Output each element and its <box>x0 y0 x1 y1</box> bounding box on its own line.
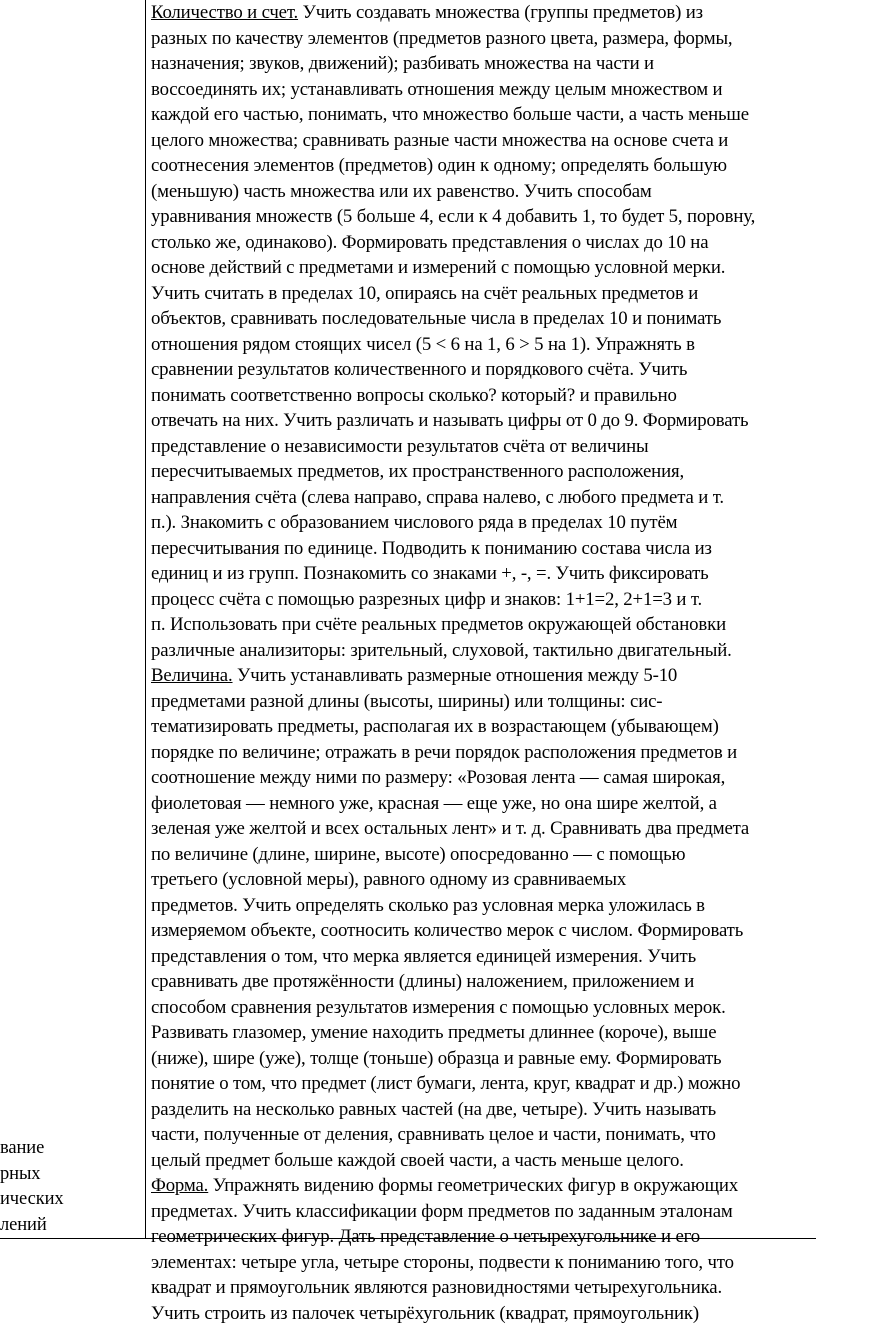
text-line: предметами разной длины (высоты, ширины) или толщины: сис- <box>151 689 871 715</box>
text-line: пересчитываемых предметов, их пространственного расположения, <box>151 459 871 485</box>
left-column-cell <box>0 1136 145 1238</box>
text-line: основе действий с предметами и измерений с помощью условной мерки. <box>151 255 871 281</box>
text-line: соотнесения элементов (предметов) один к одному; определять большую <box>151 153 871 179</box>
section-heading-line <box>151 663 871 689</box>
text-line: способом сравнения результатов измерения с помощью условных мерок. <box>151 995 871 1021</box>
text-line: сравнивать две протяжённости (длины) наложением, приложением и <box>151 969 871 995</box>
text-line: элементах: четыре угла, четыре стороны, подвести к пониманию того, что <box>151 1250 871 1276</box>
left-column-line: рных <box>0 1162 145 1188</box>
text-line: представление о независимости результатов счёта от величины <box>151 434 871 460</box>
text-line: целого множества; сравнивать разные части множества на основе счета и <box>151 128 871 154</box>
text-line: геометрических фигур. Дать представление о четырехугольнике и его <box>151 1224 871 1250</box>
text-line: направления счёта (слева направо, справа налево, с любого предмета и т. <box>151 485 871 511</box>
text-line: различные анализиторы: зрительный, слуховой, тактильно двигательный. <box>151 638 871 664</box>
left-column-line: лений <box>0 1213 145 1239</box>
text-line: уравнивания множеств (5 больше 4, если к 4 добавить 1, то будет 5, поровну, <box>151 204 871 230</box>
text-line: предметов. Учить определять сколько раз условная мерка уложилась в <box>151 893 871 919</box>
text-line: п.). Знакомить с образованием числового ряда в пределах 10 путём <box>151 510 871 536</box>
section-heading: Форма. <box>151 1175 208 1196</box>
text-line: порядке по величине; отражать в речи порядок расположения предметов и <box>151 740 871 766</box>
text-line: части, полученные от деления, сравнивать целое и части, понимать, что <box>151 1122 871 1148</box>
text-line: Развивать глазомер, умение находить предметы длиннее (короче), выше <box>151 1020 871 1046</box>
text-line: фиолетовая — немного уже, красная — еще уже, но она шире желтой, а <box>151 791 871 817</box>
section-heading-line <box>151 1173 871 1199</box>
text-line: третьего (условной меры), равного одному из сравниваемых <box>151 867 871 893</box>
main-text-cell <box>151 0 871 1326</box>
text-line: соотношение между ними по размеру: «Розовая лента — самая широкая, <box>151 765 871 791</box>
left-column-line: вание <box>0 1136 145 1162</box>
section-heading: Величина. <box>151 665 233 686</box>
section-heading: Количество и счет. <box>151 2 298 23</box>
text-line: измеряемом объекте, соотносить количество мерок с числом. Формировать <box>151 918 871 944</box>
text-line: (ниже), шире (уже), толще (тоньше) образца и равные ему. Формировать <box>151 1046 871 1072</box>
text-line: сравнении результатов количественного и порядкового счёта. Учить <box>151 357 871 383</box>
text-line: разделить на несколько равных частей (на две, четыре). Учить называть <box>151 1097 871 1123</box>
text-line: целый предмет больше каждой своей части, а часть меньше целого. <box>151 1148 871 1174</box>
text-line: понятие о том, что предмет (лист бумаги, лента, круг, квадрат и др.) можно <box>151 1071 871 1097</box>
text-line: квадрат и прямоугольник являются разновидностями четырехугольника. <box>151 1275 871 1301</box>
text-line: Учить считать в пределах 10, опираясь на счёт реальных предметов и <box>151 281 871 307</box>
text-line: понимать соответственно вопросы сколько? который? и правильно <box>151 383 871 409</box>
text-line: каждой его частью, понимать, что множество больше части, а часть меньше <box>151 102 871 128</box>
text-line: единиц и из групп. Познакомить со знаками +, -, =. Учить фиксировать <box>151 561 871 587</box>
text-line: процесс счёта с помощью разрезных цифр и знаков: 1+1=2, 2+1=3 и т. <box>151 587 871 613</box>
column-divider <box>145 0 146 1238</box>
left-column-line: ических <box>0 1187 145 1213</box>
section-text: Учить создавать множества (группы предметов) из <box>298 2 703 23</box>
text-line: предметах. Учить классификации форм предметов по заданным эталонам <box>151 1199 871 1225</box>
text-line: пересчитывания по единице. Подводить к пониманию состава числа из <box>151 536 871 562</box>
text-line: назначения; звуков, движений); разбивать множества на части и <box>151 51 871 77</box>
text-line: отвечать на них. Учить различать и называть цифры от 0 до 9. Формировать <box>151 408 871 434</box>
text-line: воссоединять их; устанавливать отношения между целым множеством и <box>151 77 871 103</box>
section-heading-line <box>151 0 871 26</box>
section-text: Учить устанавливать размерные отношения между 5-10 <box>233 665 678 686</box>
text-line: столько же, одинаково). Формировать представления о числах до 10 на <box>151 230 871 256</box>
text-line: тематизировать предметы, располагая их в возрастающем (убывающем) <box>151 714 871 740</box>
text-line: объектов, сравнивать последовательные числа в пределах 10 и понимать <box>151 306 871 332</box>
text-line: Учить строить из палочек четырёхугольник (квадрат, прямоугольник) <box>151 1301 871 1326</box>
section-text: Упражнять видению формы геометрических фигур в окружающих <box>208 1175 738 1196</box>
text-line: по величине (длине, ширине, высоте) опосредованно — с помощью <box>151 842 871 868</box>
text-line: отношения рядом стоящих чисел (5 < 6 на 1, 6 > 5 на 1). Упражнять в <box>151 332 871 358</box>
text-line: п. Использовать при счёте реальных предметов окружающей обстановки <box>151 612 871 638</box>
text-line: (меньшую) часть множества или их равенство. Учить способам <box>151 179 871 205</box>
text-line: зеленая уже желтой и всех остальных лент» и т. д. Сравнивать два предмета <box>151 816 871 842</box>
text-line: разных по качеству элементов (предметов разного цвета, размера, формы, <box>151 26 871 52</box>
text-line: представления о том, что мерка является единицей измерения. Учить <box>151 944 871 970</box>
